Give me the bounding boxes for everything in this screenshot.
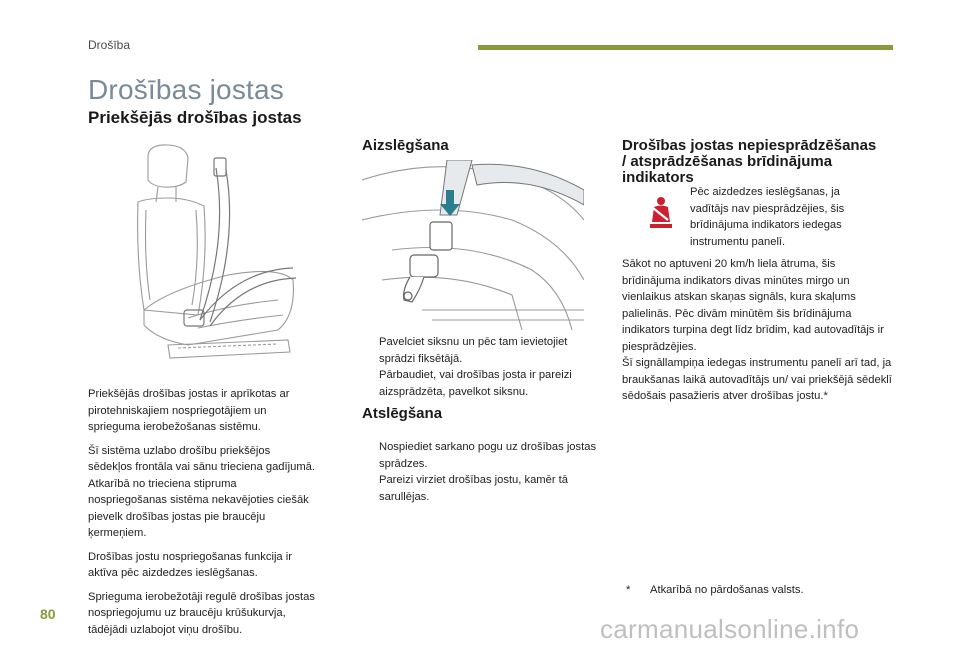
limiter-paragraph: Sprieguma ierobežotāji regulē drošības jostas nospriegojumu uz braucēju krūšukurvja, tādējādi uzlabojot viņu drošību.	[88, 590, 315, 636]
intro-paragraph: Priekšējās drošības jostas ir aprīkotas ar pirotehniskajiem nospriegotājiem un sprieguma ierobežošanas sistēmu.	[88, 388, 290, 433]
page-title: Drošības jostas	[88, 74, 284, 105]
section-label: Drošība	[88, 38, 131, 52]
system-paragraph: Šī sistēma uzlabo drošību priekšējos sēdekļos frontāla vai sānu trieciena gadījumā. Atkarībā no trieciena stipruma nospriegošanas sistēma nekavējoties ciešāk pievelk drošības jostas pie braucēju ķermeņiem.	[88, 444, 315, 539]
seatbelt-warning-icon	[648, 196, 674, 230]
list-item: Pareizi virziet drošības jostu, kamēr tā sarullējas.	[379, 474, 569, 503]
unfasten-section	[362, 439, 597, 505]
list-item: Pavelciet siksnu un pēc tam ievietojiet sprādzi fiksētājā.	[379, 336, 568, 365]
list-item: Pārbaudiet, vai drošības josta ir pareizi aizsprādzēta, pavelkot siksnu.	[379, 369, 572, 398]
fasten-heading: Aizslēgšana	[362, 137, 449, 154]
unfasten-warning-paragraph: Šī signāllampiņa iedegas instrumentu panelī arī tad, ja braukšanas laikā autovadītājs un/ vai priekšējā sēdeklī sēdošais pasažieris atver drošības jostu.*	[622, 357, 892, 402]
indicator-heading: Drošības jostas nepiesprādzēšanas / atsprādzēšanas brīdinājuma indikators	[622, 137, 877, 186]
footnote: * Atkarībā no pārdošanas valsts.	[626, 584, 804, 596]
left-column	[88, 386, 316, 645]
speed-warning-paragraph: Sākot no aptuveni 20 km/h liela ātruma, šis brīdinājuma indikators divas minūtes mirgo un vienlaikus atskan skaņas signāls, kura skaļums palielinās. Pēc divām minūtēm šis brīdinājuma indikators turpina degt līdz brīdim, kad autovadītājs ir piesprādzējies.	[622, 258, 884, 353]
unfasten-heading: Atslēgšana	[362, 405, 443, 422]
list-item: Nospiediet sarkano pogu uz drošības jostas sprādzes.	[379, 441, 597, 470]
page-number: 80	[40, 606, 56, 622]
page-subtitle: Priekšējās drošības jostas	[88, 108, 302, 127]
header-accent-bar	[478, 45, 893, 50]
fasten-section	[362, 334, 597, 400]
buckle-illustration	[362, 160, 584, 330]
watermark: carmanualsonline.info	[600, 614, 860, 644]
indicator-details	[622, 256, 894, 405]
indicator-description: Pēc aizdedzes ieslēgšanas, ja vadītājs nav piesprādzējies, šis brīdinājuma indikators iedegas instrumentu panelī.	[690, 186, 845, 248]
seat-belt-illustration	[128, 140, 308, 362]
activation-paragraph: Drošības jostu nospriegošanas funkcija ir aktīva pēc aizdedzes ieslēgšanas.	[88, 550, 292, 579]
